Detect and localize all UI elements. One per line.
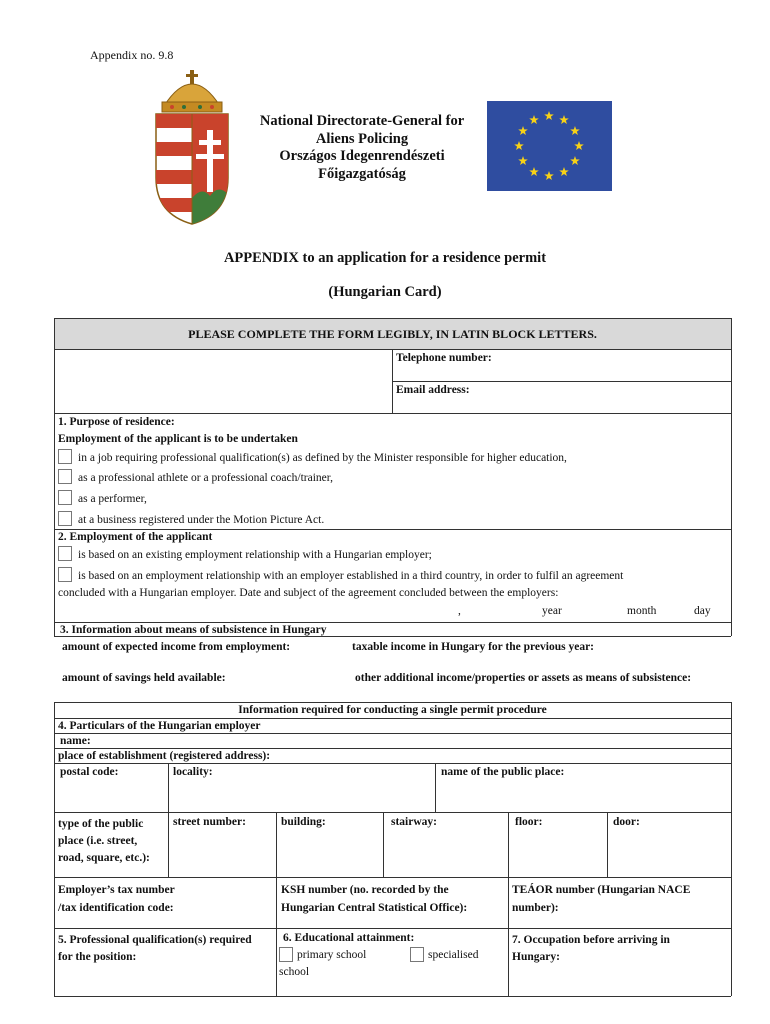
occupation-before-label: 7. Occupation before arriving in Hungary: [512, 934, 670, 963]
employment-checkbox-existing[interactable] [58, 546, 72, 561]
public-place-name-label: name of the public place: [441, 766, 565, 778]
single-permit-title: Information required for conducting a single permit procedure [238, 704, 547, 716]
hungarian-coat-of-arms-icon [152, 68, 232, 226]
qualification-required-label: 5. Professional qualification(s) required for the position: [58, 934, 252, 963]
employment-option-existing: is based on an existing employment relationship with a Hungarian employer; [78, 549, 432, 561]
floor-label: floor: [515, 816, 543, 828]
education-option-specialised: specialised [428, 949, 479, 961]
savings-label: amount of savings held available: [62, 672, 226, 684]
building-label: building: [281, 816, 326, 828]
employer-tax-number-label: Employer’s tax number /tax identification code: [58, 884, 175, 914]
agreement-comma: , [458, 605, 461, 617]
purpose-option-performer: as a performer, [78, 493, 147, 505]
place-of-establishment-label: place of establishment (registered address): [58, 750, 271, 762]
teaor-number-label: TEÁOR number (Hungarian NACE number): [512, 884, 691, 914]
employment-option-third-country: is based on an employment relationship with an employer established in a third country, in order to fulfil an agreement [78, 570, 624, 582]
employment-option-third-country-cont: concluded with a Hungarian employer. Date and subject of the agreement concluded between the employers: [58, 587, 559, 599]
purpose-checkbox-motion-picture[interactable] [58, 511, 72, 526]
purpose-option-athlete: as a professional athlete or a professional coach/trainer, [78, 472, 333, 484]
purpose-checkbox-athlete[interactable] [58, 469, 72, 484]
section4-heading: 4. Particulars of the Hungarian employer [58, 720, 261, 732]
purpose-option-qualification: in a job requiring professional qualification(s) as defined by the Minister responsible for higher education, [78, 452, 567, 464]
education-checkbox-primary[interactable] [279, 947, 293, 962]
locality-label: locality: [173, 766, 213, 778]
agreement-month-label: month [627, 605, 657, 617]
section3-heading: 3. Information about means of subsistence in Hungary [60, 624, 327, 636]
authority-line-2: Aliens Policing [315, 130, 409, 147]
education-option-primary: primary school [297, 949, 367, 961]
authority-line-3: Országos Idegenrendészeti [279, 148, 445, 164]
authority-line-1: National Directorate-General for [259, 113, 465, 129]
educational-attainment-heading: 6. Educational attainment: [283, 932, 415, 944]
form-title: APPENDIX to an application for a residence permit [223, 250, 547, 266]
purpose-checkbox-performer[interactable] [58, 490, 72, 505]
authority-line-4: Főigazgatóság [318, 165, 406, 182]
email-label: Email address: [396, 384, 470, 396]
purpose-option-motion-picture: at a business registered under the Motion Picture Act. [78, 514, 325, 526]
other-income-label: other additional income/properties or assets as means of subsistence: [355, 672, 692, 684]
ksh-number-label: KSH number (no. recorded by the Hungarian Central Statistical Office): [281, 884, 468, 914]
section2-heading: 2. Employment of the applicant [58, 531, 213, 543]
employment-checkbox-third-country[interactable] [58, 567, 72, 582]
eu-flag-icon [487, 101, 612, 191]
agreement-year-label: year [542, 605, 562, 617]
street-number-label: street number: [173, 816, 246, 828]
agreement-day-label: day [694, 605, 711, 617]
purpose-checkbox-qualification[interactable] [58, 449, 72, 464]
education-option-school: school [279, 966, 310, 978]
email-input[interactable] [480, 382, 730, 412]
employer-name-label: name: [60, 735, 91, 747]
form-subtitle: (Hungarian Card) [328, 284, 442, 300]
public-place-type-label: type of the public place (i.e. street, road, square, etc.): [58, 818, 150, 864]
appendix-number: Appendix no. 9.8 [90, 48, 174, 62]
telephone-label: Telephone number: [396, 352, 492, 364]
section1-heading: 1. Purpose of residence: [58, 416, 175, 428]
door-label: door: [613, 816, 640, 828]
stairway-label: stairway: [391, 816, 437, 828]
expected-income-label: amount of expected income from employment: [62, 641, 291, 653]
applicant-info-field[interactable] [56, 351, 390, 411]
taxable-income-label: taxable income in Hungary for the previous year: [352, 641, 595, 653]
section1-subheading: Employment of the applicant is to be undertaken [58, 433, 298, 445]
education-checkbox-specialised[interactable] [410, 947, 424, 962]
authority-name [232, 113, 492, 183]
telephone-input[interactable] [500, 350, 730, 380]
notice-text: PLEASE COMPLETE THE FORM LEGIBLY, IN LATIN BLOCK LETTERS. [188, 327, 597, 341]
postal-code-label: postal code: [60, 766, 119, 778]
